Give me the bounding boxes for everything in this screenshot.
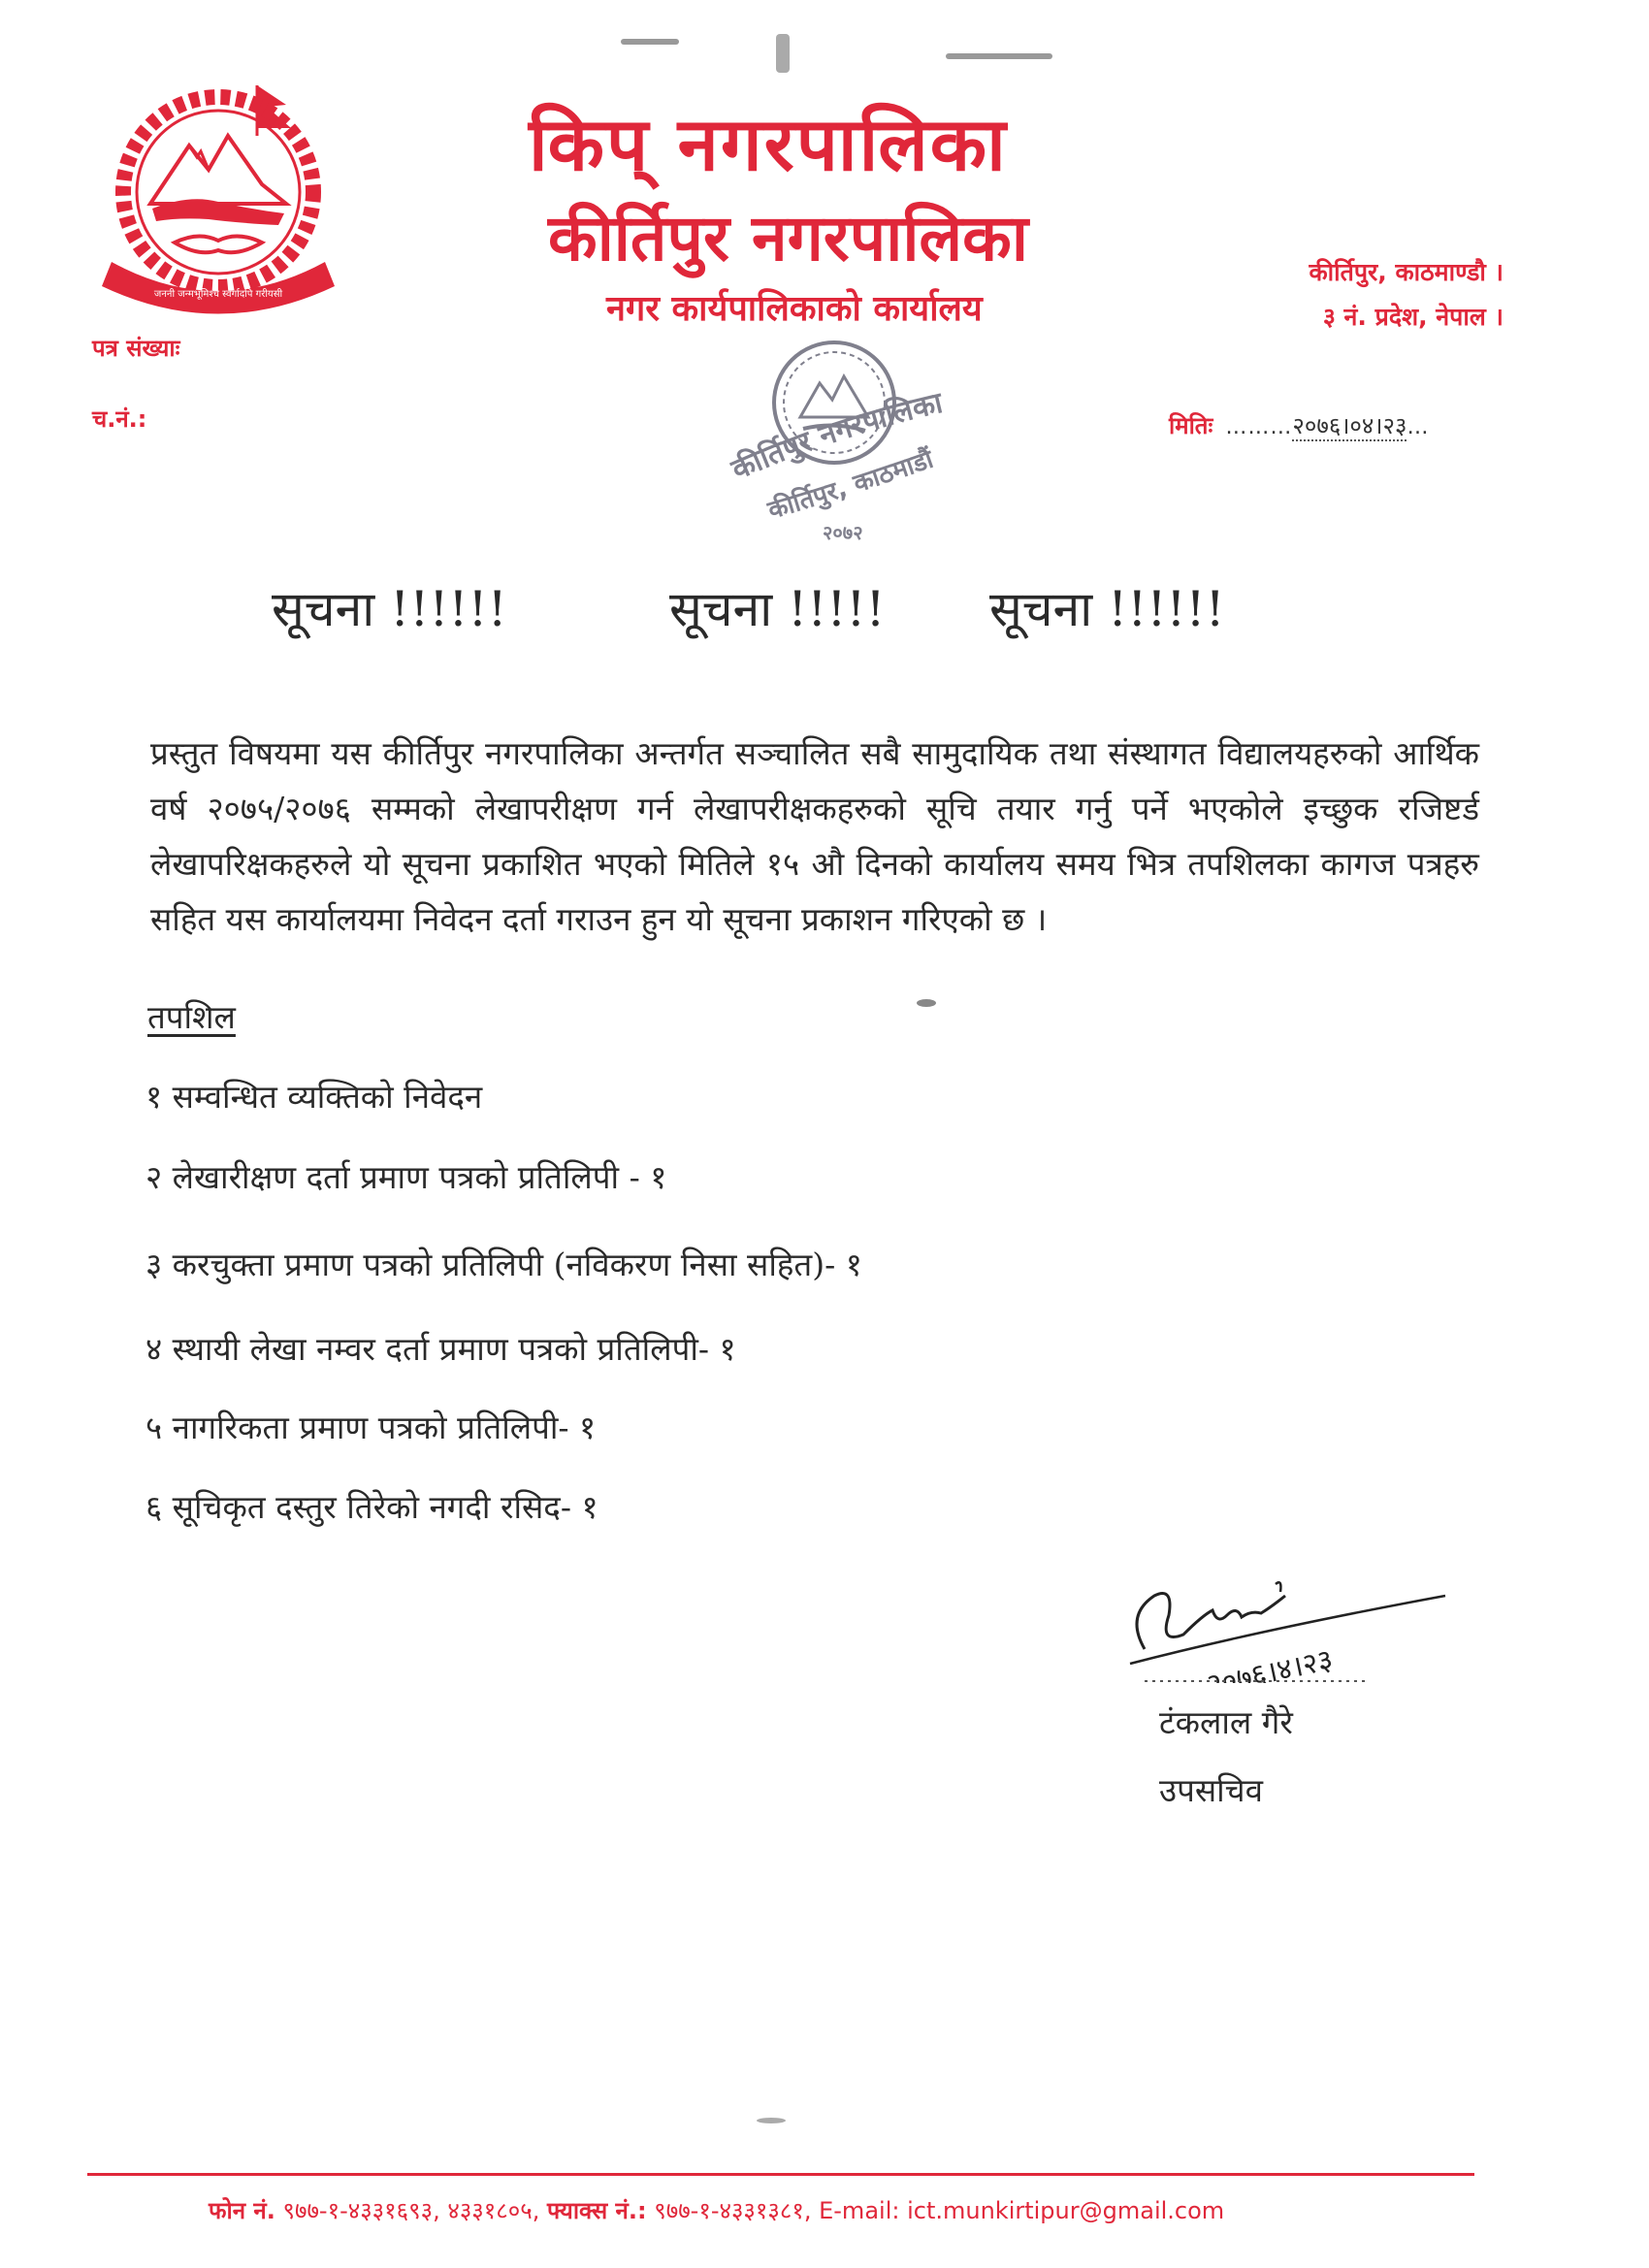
newari-title: किप् नगरपालिका [529,101,1008,187]
list-item: ५ नागरिकता प्रमाण पत्रको प्रतिलिपी- १ [146,1409,597,1446]
email-address: ict.munkirtipur@gmail.com [907,2197,1225,2224]
notice-heading-2: सूचना !!!!! [669,581,886,637]
scan-speck [621,39,679,45]
scan-speck [917,999,936,1007]
emblem-motto: जननी जन्मभूमिश्च स्वर्गादपि गरीयसी [153,289,283,300]
handwritten-signature [1116,1557,1465,1683]
list-item: ३ करचुक्ता प्रमाण पत्रको प्रतिलिपी (नविकरण निसा सहित)- १ [146,1246,862,1283]
date-row: मितिः ………२०७६।०४।२३… [1169,412,1430,439]
fax-number: ९७७-१-४३३१३८१, [654,2197,812,2224]
scan-speck [757,2118,786,2123]
date-value: २०७६।०४।२३ [1292,412,1407,439]
list-item: ६ सूचिकृत दस्तुर तिरेको नगदी रसिद- १ [146,1488,598,1526]
notice-heading-1: सूचना !!!!!! [272,581,507,637]
stamp-year: २०७२ [823,521,863,543]
office-address [1309,250,1504,340]
reference-number-label: पत्र संख्याः [92,335,180,362]
scan-speck [946,53,1052,59]
list-item: ४ स्थायी लेखा नम्वर दर्ता प्रमाण पत्रको प्रतिलिपी- १ [146,1330,736,1368]
national-emblem-icon [92,78,344,315]
signature-date: २०७६।४।२३ [1203,1642,1337,1683]
office-subtitle: नगर कार्यपालिकाको कार्यालय [606,289,983,329]
notice-heading-3: सूचना !!!!!! [989,581,1225,637]
list-item: २ लेखारीक्षण दर्ता प्रमाण पत्रको प्रतिलिपी - १ [146,1158,667,1196]
email-label: E-mail: [819,2197,900,2224]
tapashil-label: तपशिल [147,998,236,1036]
stamp-line-2: कीर्तिपुर, काठमाडौं [764,444,938,526]
dispatch-number-label: च.नं.: [92,405,147,433]
fax-label: फ्याक्स नं.: [546,2197,647,2224]
address-line-1: कीर्तिपुर, काठमाण्डौ । [1309,258,1504,286]
footer-divider [87,2173,1474,2176]
office-seal-icon [698,320,980,543]
phone-label: फोन नं. [209,2197,275,2224]
address-line-2: ३ नं. प्रदेश, नेपाल । [1322,303,1504,331]
stamp-line-1: कीर्तिपुर नगरपालिका [727,385,947,488]
municipality-title: कीर्तिपुर नगरपालिका [548,201,1028,275]
signatory-title: उपसचिव [1159,1771,1263,1809]
date-label: मितिः [1169,412,1213,439]
scan-speck [776,34,790,73]
phone-numbers: ९७७-१-४३३१६९३, ४३३१८०५, [282,2197,540,2224]
list-item: १ सम्वन्धित व्यक्तिको निवेदन [146,1078,483,1116]
footer-contact [209,2194,1224,2226]
signatory-name: टंकलाल गैरे [1159,1703,1293,1741]
notice-body: प्रस्तुत विषयमा यस कीर्तिपुर नगरपालिका अन्तर्गत सञ्चालित सबै सामुदायिक तथा संस्थागत विद्यालयहरुको आर्थिक वर्ष २०७५/२०७६ सम्मको लेखापरीक्षण गर्न लेखापरीक्षकहरुको सूचि तयार गर्नु पर्ने भएकोले इच्छुक रजिष्टर्ड लेखापरिक्षकहरुले यो सूचना प्रकाशित भएको मितिले १५ औ दिनको कार्यालय समय भित्र तपशिलका कागज पत्रहरु सहित यस कार्यालयमा निवेदन दर्ता गराउन हुन यो सूचना प्रकाशन गरिएको छ । [150,734,1479,938]
